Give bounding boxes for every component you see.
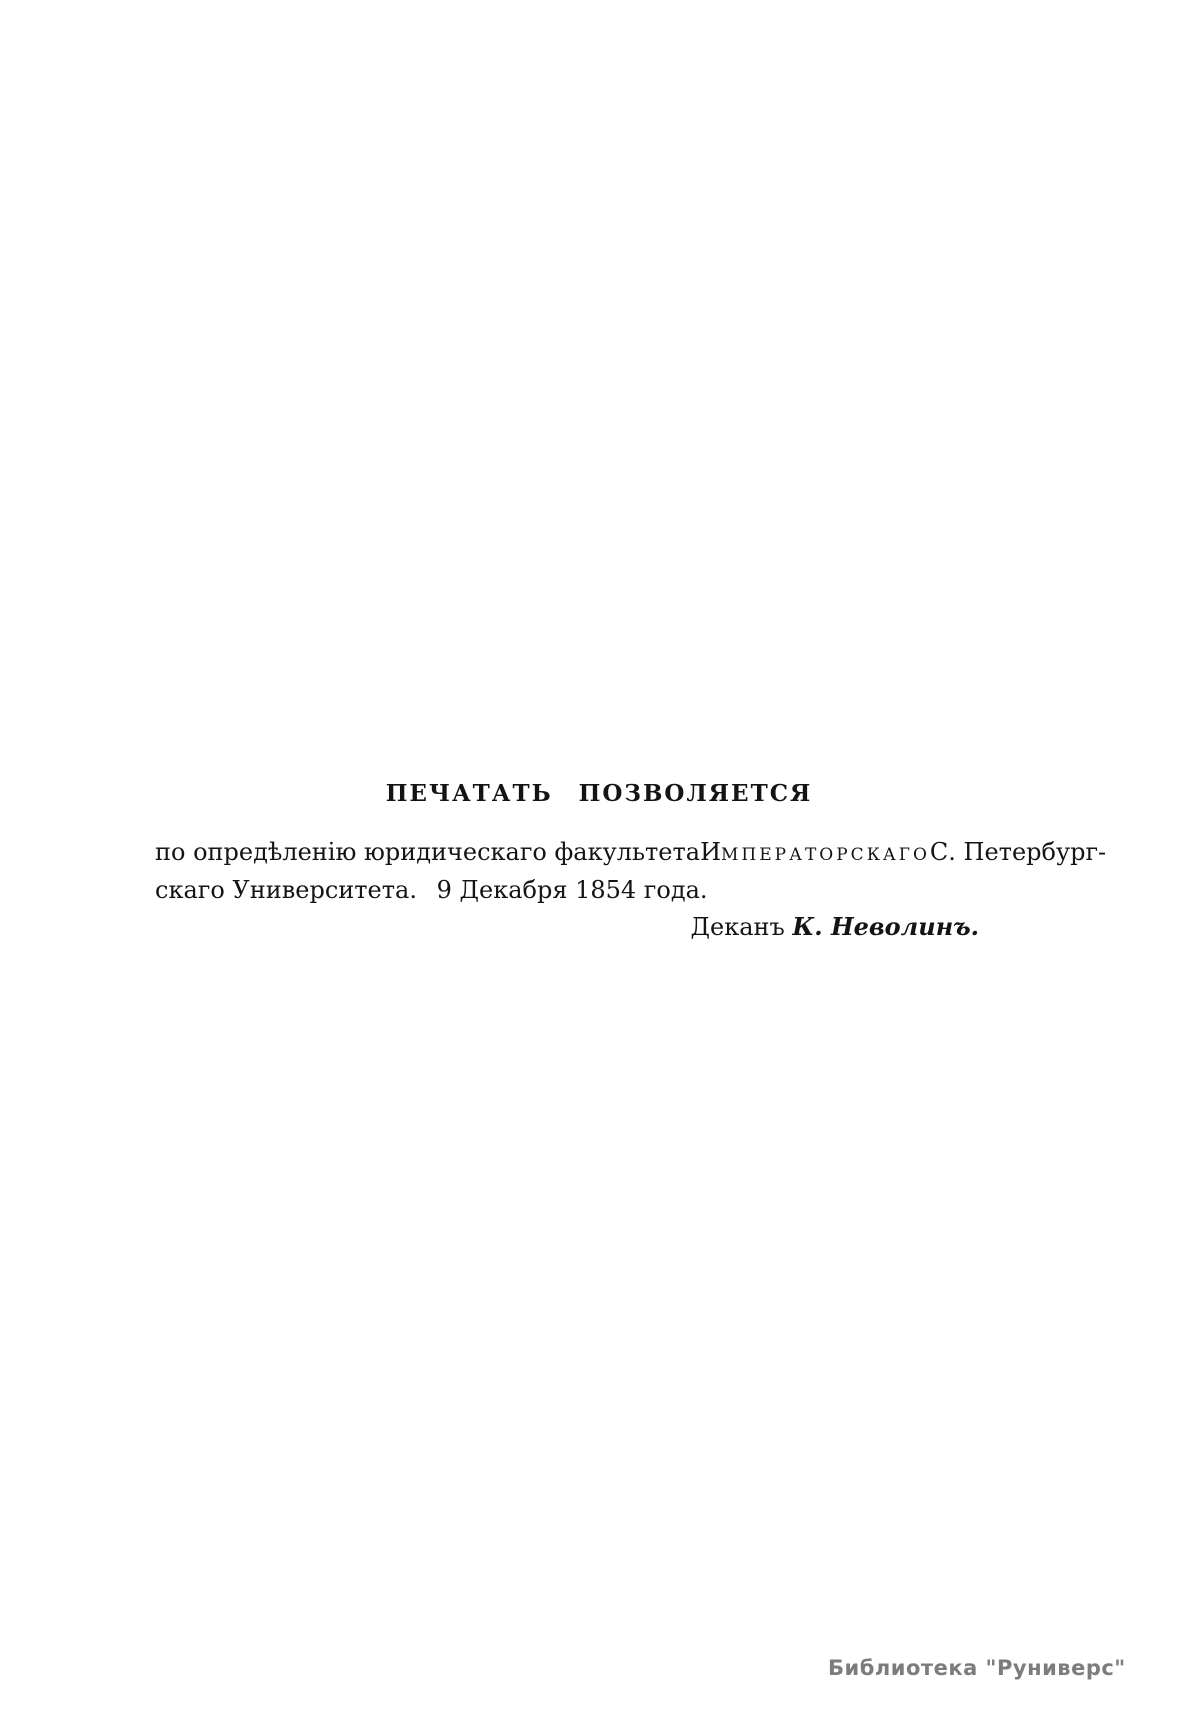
imprimatur-line1-before: по опредѣленію юридическаго факультета (155, 838, 701, 866)
imprimatur-line1-after: С. Петербург- (929, 838, 1107, 866)
signature-role: Деканъ (690, 913, 785, 941)
imprimatur-line-2: скаго Университета. 9 Декабря 1854 года. (155, 876, 708, 904)
signature-line (155, 910, 1043, 944)
imprimatur-heading: ПЕЧАТАТЬ ПОЗВОЛЯЕТСЯ (385, 780, 813, 807)
imprimatur-paragraph (155, 835, 1107, 908)
imperial-word (700, 835, 930, 873)
imprimatur-line-1 (155, 835, 1107, 873)
imprimatur-block (155, 779, 1107, 944)
signature-name: К. Неволинъ. (792, 912, 979, 941)
imperial-word-initial: И (700, 838, 722, 866)
imperial-word-rest: МПЕРАТОРСКАГО (721, 845, 930, 865)
library-watermark: Библиотека "Руниверс" (828, 1656, 1126, 1680)
